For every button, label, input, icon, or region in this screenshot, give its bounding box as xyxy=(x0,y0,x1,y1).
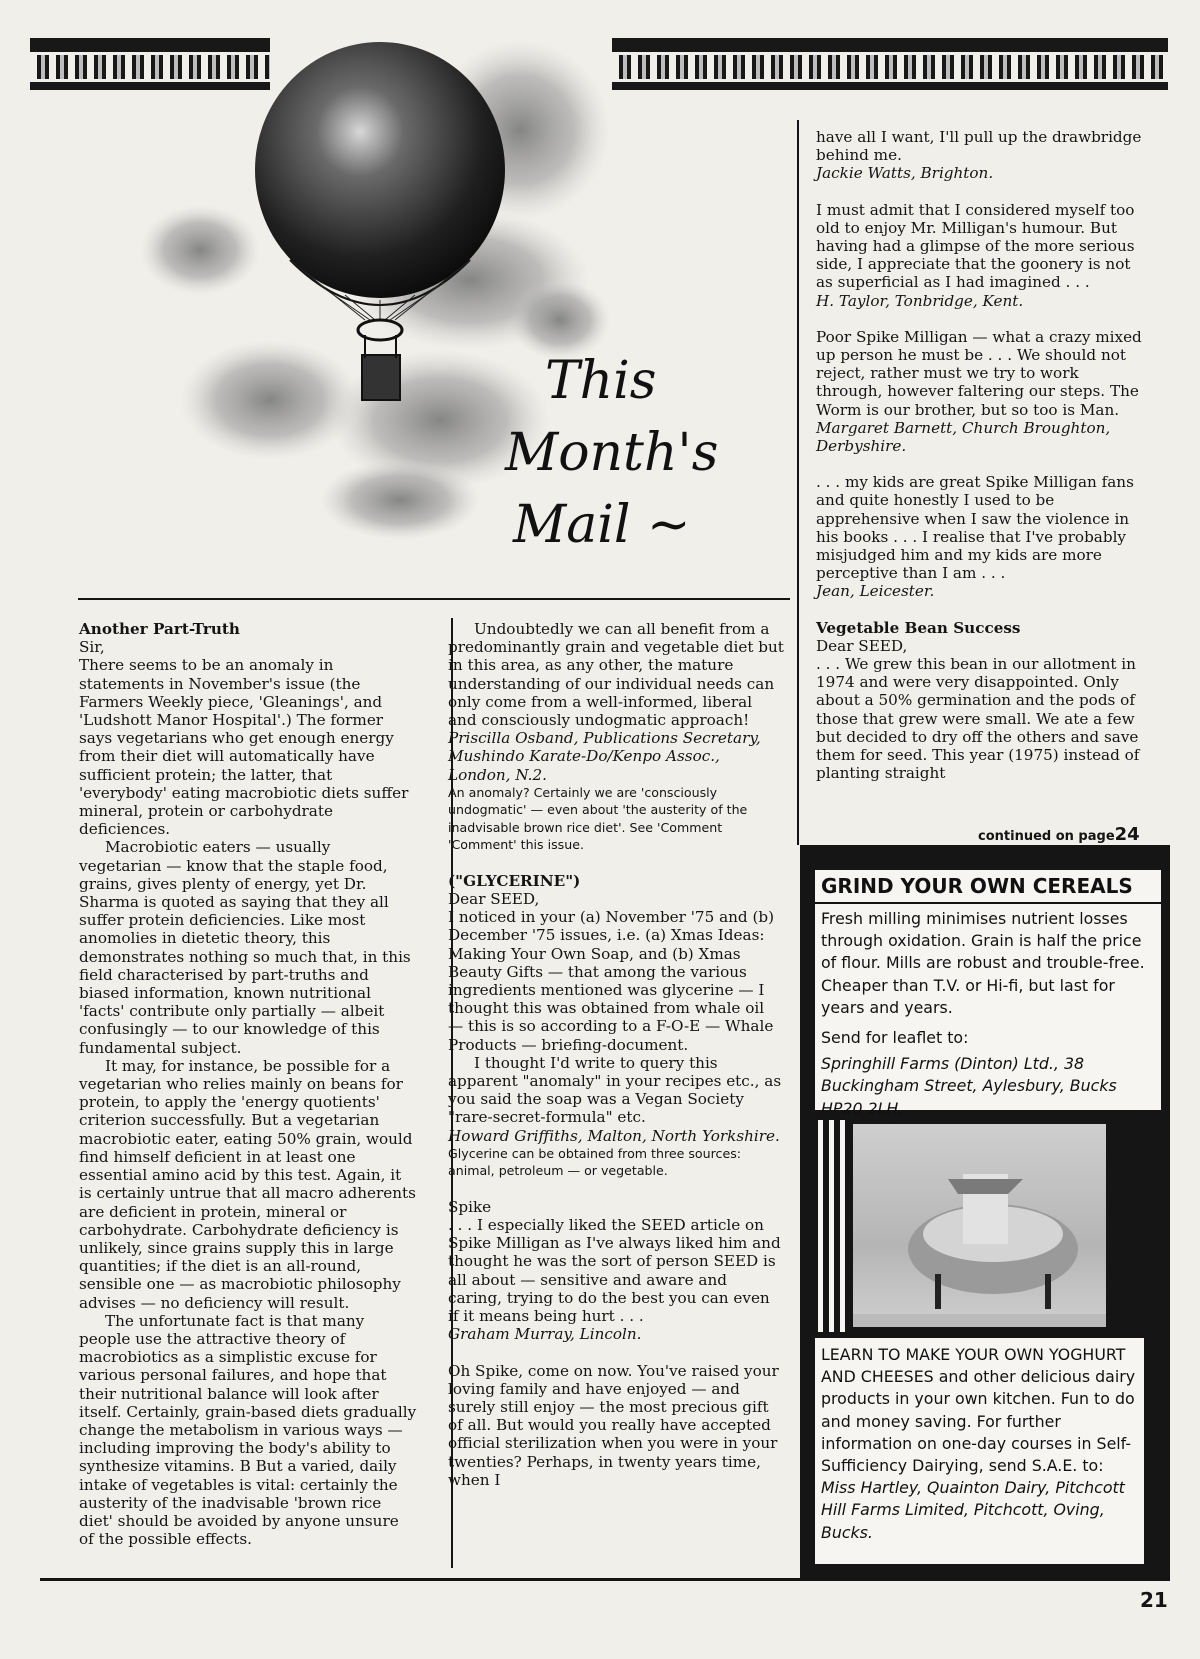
letter-heading: ("GLYCERINE") xyxy=(448,871,581,890)
continued-page-number: 24 xyxy=(1114,824,1140,845)
page-number: 21 xyxy=(1140,1588,1168,1612)
letter-paragraph: . . . We grew this bean in our allotment in 1974 and were very disappointed. Only about a 50% germination and the pods of those that grew were small. We ate a few but decided to dry off the others and save them for seed. This year (1975) instead of planting straight xyxy=(816,655,1140,783)
letter-signature: H. Taylor, Tonbridge, Kent. xyxy=(816,291,1024,310)
advert-heading: GRIND YOUR OWN CEREALS xyxy=(815,870,1161,904)
advert-body: Fresh milling minimises nutrient losses through oxidation. Grain is half the price of flour. Mills are robust and trouble-free. Cheaper than T.V. or Hi-fi, but last for years and years. xyxy=(821,909,1145,1017)
letter-signature: Graham Murray, Lincoln. xyxy=(448,1325,642,1344)
dairy-course-advert xyxy=(815,1338,1144,1564)
letter-salutation: Dear SEED, xyxy=(448,890,540,909)
letter-paragraph: It may, for instance, be possible for a vegetarian who relies mainly on beans for protein, to apply the 'energy quotients' criterion successfully. But a vegetarian macrobiotic eater, eating 50% grain, would find himself deficient in at least one essential amino acid by this test. Again, it is certainly untrue that all macro adherents are deficient in protein, mineral or carbohydrate. Carbohydrate deficiency is unlikely, since grains supply this in large quantities; if the diet is an all-round, sensible one — as macrobiotic philosophy advises — no deficiency will result. xyxy=(79,1056,416,1312)
letter-salutation: Sir, xyxy=(79,638,105,657)
continued-on-page xyxy=(978,824,1140,845)
letter-signature: Jean, Leicester. xyxy=(816,582,935,601)
advert-send-label: Send for leaflet to: xyxy=(821,1028,969,1048)
letter-heading: Vegetable Bean Success xyxy=(816,618,1021,637)
section-title xyxy=(505,345,775,561)
title-line-1: This xyxy=(545,351,657,411)
cereal-mill-advert xyxy=(815,870,1161,1118)
dairy-equipment-photo xyxy=(853,1124,1106,1327)
title-line-3: Mail ~ xyxy=(513,495,691,555)
letter-paragraph: Poor Spike Milligan — what a crazy mixed up person he must be . . . We should not reject, rather must we try to work through, however faltering our steps. The Worm is our brother, but so too is Man. xyxy=(816,327,1142,419)
letter-paragraph: I must admit that I considered myself too old to enjoy Mr. Milligan's humour. But having had a glimpse of the more serious side, I appreciate that the goonery is not as superficial as I had imagined . . . xyxy=(816,200,1135,292)
letter-paragraph: Undoubtedly we can all benefit from a predominantly grain and vegetable diet but in this area, as any other, the mature understanding of our individual needs can only come from a well-informed, liberal and consciously undogmatic approach! xyxy=(448,620,784,730)
advert-address: Springhill Farms (Dinton) Ltd., 38 Buckingham Street, Aylesbury, Bucks HP20 2LH. xyxy=(821,1054,1117,1118)
letter-paragraph: I noticed in your (a) November '75 and (b) December '75 issues, i.e. (a) Xmas Ideas: Making Your Own Soap, and (b) Xmas Beauty Gifts — that among the various ingredients mentioned was glycerine — I thought this was obtained from whale oil — this is so according to a F-O-E — Whale Products — briefing-document. xyxy=(448,908,775,1054)
letter-paragraph: I thought I'd write to query this apparent "anomaly" in your recipes etc., as you said the soap was a Vegan Society "rare-secret-formula" etc. xyxy=(448,1053,782,1127)
letter-paragraph: There seems to be an anomaly in statements in November's issue (the Farmers Weekly piece, 'Gleanings', and 'Ludshott Manor Hospital'.) The former says vegetarians who get enough energy from their diet will automatically have sufficient protein; the latter, that 'everybody' eating macrobiotic diets suffer mineral, protein or carbohydrate deficiences. xyxy=(79,656,409,839)
bottom-rule xyxy=(40,1578,1170,1581)
rule-under-title xyxy=(78,598,790,600)
title-line-2: Month's xyxy=(505,423,719,483)
decorative-stripes xyxy=(812,1120,850,1332)
letter-paragraph: Macrobiotic eaters — usually vegetarian — know that the staple food, grains, gives plenty of energy, yet Dr. Sharma is quoted as saying that they all suffer protein deficiencies. Like most anomolies in dietetic theory, this demonstrates nothing so much that, in this field characterised by part-truths and biased information, known nutritional 'facts' contribute only partially — albeit confusingly — to our knowledge of this fundamental subject. xyxy=(79,838,411,1057)
header-rule-right xyxy=(612,38,1168,90)
letter-signature: Howard Griffiths, Malton, North Yorkshire. xyxy=(448,1126,780,1145)
letter-paragraph: The unfortunate fact is that many people use the attractive theory of macrobiotics as a simplistic excuse for various personal failures, and hope that their nutritional balance will look after itself. Certainly, grain-based diets gradually change the metabolism in various ways — including improving the body's ability to synthesize vitamins. B But a varied, daily intake of vegetables is vital: certainly the austerity of the inadvisable 'brown rice diet' should be avoided by anyone unsure of the possible effects. xyxy=(79,1311,417,1549)
letters-column-1 xyxy=(79,620,417,1548)
editor-note: Glycerine can be obtained from three sources: animal, petroleum — or vegetable. xyxy=(448,1145,742,1179)
letter-paragraph: . . . I especially liked the SEED article on Spike Milligan as I've always liked him and thought he was the sort of person SEED is all about — sensitive and aware and caring, trying to do the best you can even if it means being hurt . . . xyxy=(448,1216,781,1326)
continued-label: continued on page xyxy=(978,829,1115,844)
letter-heading: Another Part-Truth xyxy=(79,620,240,638)
letter-salutation: Dear SEED, xyxy=(816,636,908,655)
column-rule-2 xyxy=(797,120,799,845)
letter-signature: Margaret Barnett, Church Broughton, Derbyshire. xyxy=(816,418,1111,456)
advert-address: Miss Hartley, Quainton Dairy, Pitchcott Hill Farms Limited, Pitchcott, Oving, Bucks. xyxy=(821,1478,1125,1542)
letter-heading: Spike xyxy=(448,1197,492,1216)
letters-column-3 xyxy=(816,128,1146,783)
advert-body: LEARN TO MAKE YOUR OWN YOGHURT AND CHEESES and other delicious dairy products in your own kitchen. Fun to do and money saving. For further information on one-day courses in Self-Sufficiency Dairying, send S.A.E. to: Miss Hartley, Quainton Dairy, Pitchcott Hill Farms Limited, Pitchcott, Oving, Bucks. xyxy=(821,1345,1136,1542)
editor-note: An anomaly? Certainly we are 'consciously undogmatic' — even about 'the austerity of the inadvisable brown rice diet'. See 'Comment 'Comment' this issue. xyxy=(448,784,748,853)
letter-signature: Jackie Watts, Brighton. xyxy=(816,164,994,183)
letter-paragraph: have all I want, I'll pull up the drawbridge behind me. xyxy=(816,128,1142,165)
letter-paragraph: . . . my kids are great Spike Milligan fans and quite honestly I used to be apprehensive when I saw the violence in his books . . . I realise that I've probably misjudged him and my kids are more perceptive than I am . . . xyxy=(816,473,1134,583)
letters-column-2 xyxy=(448,620,784,1489)
letter-signature: Priscilla Osband, Publications Secretary, Mushindo Karate-Do/Kenpo Assoc., London, N.2. xyxy=(448,729,761,784)
letter-paragraph: Oh Spike, come on now. You've raised your loving family and have enjoyed — and surely still enjoy — the most precious gift of all. But would you really have accepted official sterilization when you were in your twenties? Perhaps, in twenty years time, when I xyxy=(448,1361,779,1489)
